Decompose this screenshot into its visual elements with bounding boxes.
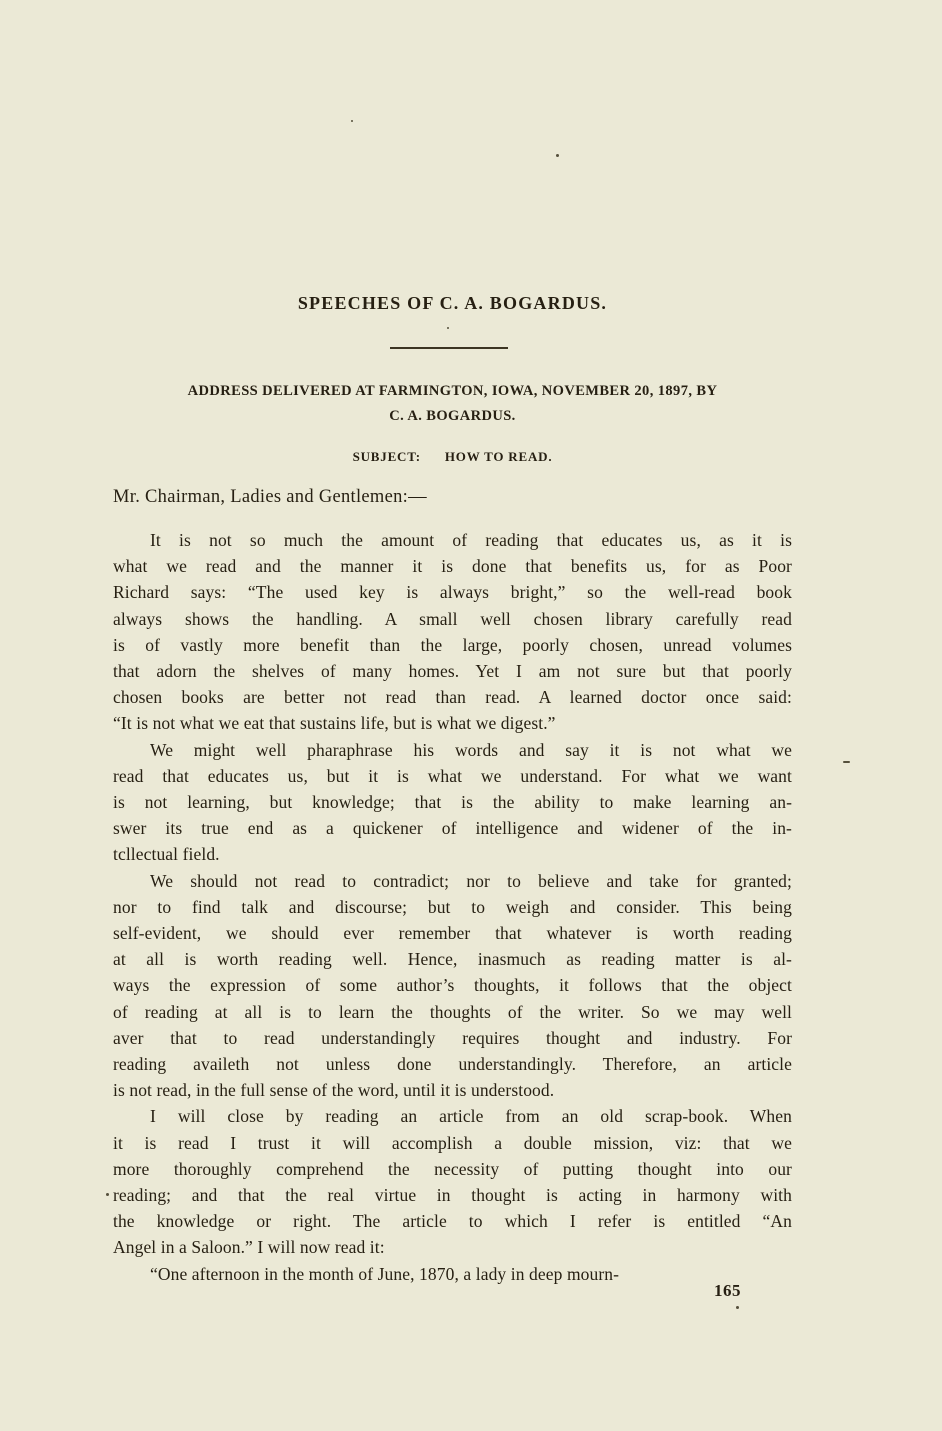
address-heading-line1: ADDRESS DELIVERED AT FARMINGTON, IOWA, NOVEMBER 20, 1897, BY [187,383,718,399]
body-line: it is read I trust it will accomplish a double mission, viz: that we [113,1132,792,1153]
paragraph [113,527,792,737]
body-line: tcllectual field. [113,844,220,865]
body-line: I will close by reading an article from an old scrap-book. When [150,1106,792,1127]
title-divider [390,347,508,349]
body-line: “It is not what we eat that sustains life, but is what we digest.” [113,713,556,734]
body-line: is not read, in the full sense of the word, until it is understood. [113,1080,555,1101]
body-line: nor to find talk and discourse; but to weigh and consider. This being [113,896,792,917]
scan-speck [843,761,850,763]
body-line: self-evident, we should ever remember that whatever is worth reading [113,923,792,944]
body-line: is not learning, but knowledge; that is the ability to make learning an- [113,792,792,813]
body-line: It is not so much the amount of reading that educates us, as it is [150,530,792,550]
body-line: reading availeth not unless done understandingly. Therefore, an article [113,1054,792,1075]
body-line: read that educates us, but it is what we understand. For what we want [113,765,792,786]
body-line: of reading at all is to learn the thoughts of the writer. So we may well [113,1001,792,1022]
paragraph [113,868,792,1104]
body-line: Richard says: “The used key is always bright,” so the well-read book [113,582,792,603]
subject-label: SUBJECT: [352,449,421,464]
subject-value: HOW TO READ. [444,449,553,464]
scan-speck [556,154,559,157]
body-line: always shows the handling. A small well chosen library carefully read [113,608,792,629]
paragraph [113,737,792,868]
salutation: Mr. Chairman, Ladies and Gentlemen:— [113,487,427,507]
body-line: that adorn the shelves of many homes. Yet I am not sure but that poorly [113,661,792,682]
body-line: is of vastly more benefit than the large, poorly chosen, unread volumes [113,634,792,655]
address-heading-line2: C. A. BOGARDUS. [389,408,516,424]
subject-line [113,449,792,465]
body-line: at all is worth reading well. Hence, inasmuch as reading matter is al- [113,949,792,970]
body-line: We should not read to contradict; nor to believe and take for granted; [150,870,792,891]
scan-speck [447,327,449,329]
body-line: chosen books are better not read than read. A learned doctor once said: [113,687,792,708]
address-heading [100,379,805,429]
book-title: SPEECHES OF C. A. BOGARDUS. [297,293,608,313]
body-line: Angel in a Saloon.” I will now read it: [113,1237,385,1258]
body-line: the knowledge or right. The article to which I refer is entitled “An [113,1211,792,1232]
scan-speck [106,1193,109,1196]
page-number: 165 [714,1281,741,1300]
scan-speck [736,1306,739,1309]
body-line: aver that to read understandingly requires thought and industry. For [113,1027,792,1048]
body-text [113,527,792,1287]
body-line: more thoroughly comprehend the necessity of putting thought into our [113,1158,792,1179]
body-line: reading; and that the real virtue in thought is acting in harmony with [113,1185,792,1206]
body-line: We might well pharaphrase his words and say it is not what we [150,739,792,760]
scan-speck [351,120,353,122]
body-line: “One afternoon in the month of June, 1870, a lady in deep mourn- [150,1263,620,1284]
body-line: ways the expression of some author’s thoughts, it follows that the object [113,975,792,996]
body-line: swer its true end as a quickener of intelligence and widener of the in- [113,818,792,839]
paragraph [113,1103,792,1260]
body-line: what we read and the manner it is done that benefits us, for as Poor [113,556,792,577]
